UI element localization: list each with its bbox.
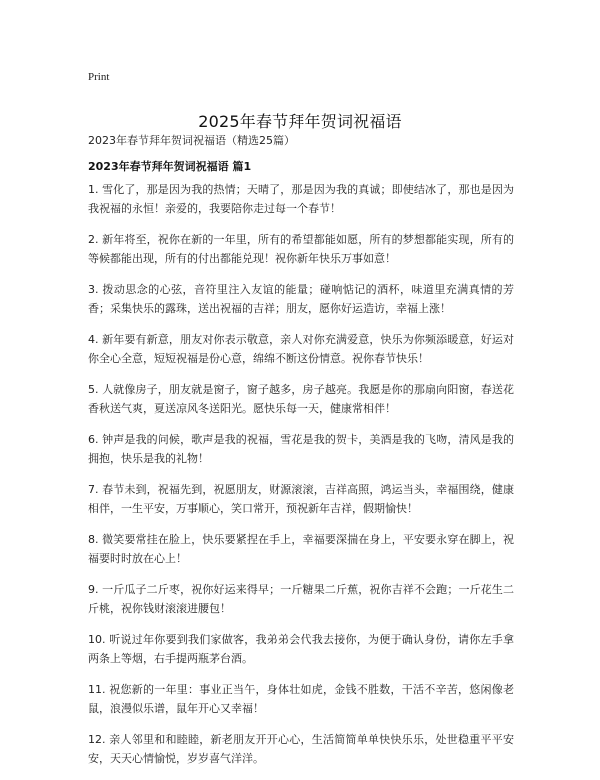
paragraph: 11. 祝您新的一年里：事业正当午，身体壮如虎，金钱不胜数，干活不辛苦，悠闲像老鼠，浪漫似乐谱，鼠年开心又幸福！ — [88, 683, 514, 715]
paragraph: 8. 微笑要常挂在脸上，快乐要紧捏在手上，幸福要深揣在身上，平安要永穿在脚上，祝福要时时放在心上！ — [88, 533, 514, 565]
paragraph: 6. 钟声是我的问候，歌声是我的祝福，雪花是我的贺卡，美酒是我的飞吻，清风是我的拥抱，快乐是我的礼物！ — [88, 433, 514, 465]
print-label[interactable]: Print — [88, 71, 110, 83]
section-heading: 2023年春节拜年贺词祝福语 篇1 — [88, 160, 252, 173]
paragraph-list — [88, 180, 514, 780]
paragraph: 1. 雪化了，那是因为我的热情；天晴了，那是因为我的真诚；即使结冰了，那也是因为我祝福的永恒！亲爱的，我要陪你走过每一个春节！ — [88, 183, 514, 215]
paragraph: 2. 新年将至，祝你在新的一年里，所有的希望都能如愿，所有的梦想都能实现，所有的等候都能出现，所有的付出都能兑现！祝你新年快乐万事如意！ — [88, 233, 514, 265]
paragraph: 10. 听说过年你要到我们家做客，我弟弟会代我去接你，为便于确认身份，请你左手拿两条上等烟，右手提两瓶茅台酒。 — [88, 633, 514, 665]
document-subtitle: 2023年春节拜年贺词祝福语（精选25篇） — [88, 134, 295, 147]
paragraph: 3. 拨动思念的心弦，音符里注入友谊的能量；碰响惦记的酒杯，味道里充满真情的芳香；采集快乐的露珠，送出祝福的吉祥；朋友，愿你好运造访，幸福上涨！ — [88, 283, 514, 315]
paragraph: 12. 亲人邻里和和睦睦，新老朋友开开心心，生活简简单单快快乐乐，处世稳重平平安安，天天心情愉悦，岁岁喜气洋洋。 — [88, 733, 514, 765]
paragraph: 9. 一斤瓜子二斤枣，祝你好运来得早；一斤糖果二斤蕉，祝你吉祥不会跑；一斤花生二斤桃，祝你钱财滚滚进腰包！ — [88, 583, 514, 615]
paragraph: 4. 新年要有新意，朋友对你表示敬意，亲人对你充满爱意，快乐为你频添暖意，好运对你全心全意，短短祝福是份心意，绵绵不断这份情意。祝你春节快乐！ — [88, 333, 514, 365]
paragraph: 5. 人就像房子，朋友就是窗子，窗子越多，房子越亮。我愿是你的那扇向阳窗，春送花香秋送气爽，夏送凉风冬送阳光。愿快乐每一天，健康常相伴！ — [88, 383, 514, 415]
page-title: 2025年春节拜年贺词祝福语 — [198, 111, 402, 131]
paragraph: 7. 春节未到，祝福先到，祝愿朋友，财源滚滚，吉祥高照，鸿运当头，幸福围绕，健康相伴，一生平安，万事顺心，笑口常开，预祝新年吉祥，假期愉快！ — [88, 483, 514, 515]
